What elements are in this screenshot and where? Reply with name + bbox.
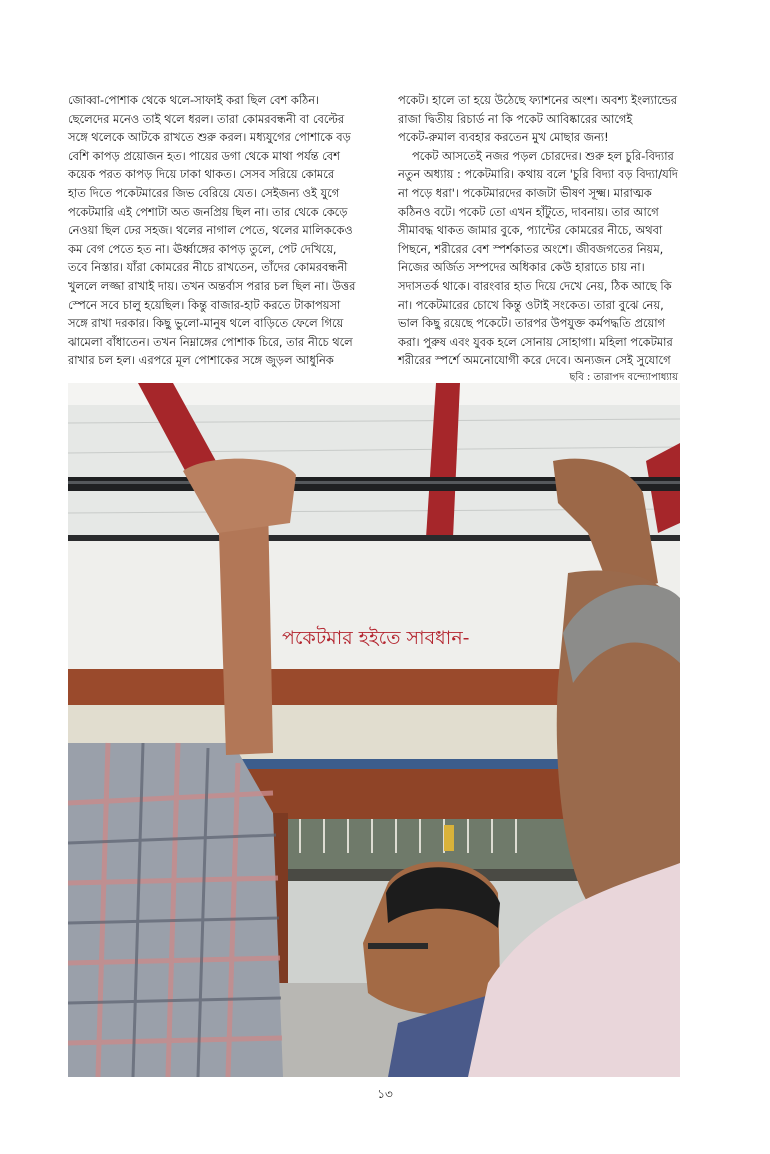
text-line: স্পেনে সবে চালু হয়েছিল। কিন্তু বাজার-হাট করতে টাকাপয়সা	[68, 297, 341, 312]
text-line: ভাল কিছু রয়েছে পকেটে। তারপর উপযুক্ত কর্মপদ্ধতি প্রয়োগ	[398, 316, 666, 331]
text-line: সীমাবদ্ধ থাকত জামার বুকে, প্যান্টের কোমরের নীচে, অথবা	[398, 223, 663, 238]
text-line: নেওয়া ছিল ঢের সহজ। থলের নাগাল পেতে, থলের মালিককেও	[68, 223, 353, 238]
text-line: পকেট আসতেই নজর পড়ল চোরদের। শুরু হল চুরি-বিদ্যার	[412, 148, 674, 163]
text-line: কম বেগ পেতে হত না। ঊর্ধ্বাঙ্গের কাপড় তুলে, পেট দেখিয়ে,	[68, 241, 337, 256]
text-line: তবে নিস্তার। যাঁরা কোমরের নীচে রাখতেন, তাঁদের কোমরবন্ধনী	[68, 260, 348, 275]
text-line: হাত দিতে পকেটমারের জিভ বেরিয়ে যেত। সেইজন্য ওই যুগে	[68, 185, 340, 200]
left-paragraph	[68, 91, 368, 370]
text-line: রাজা দ্বিতীয় রিচার্ড না কি পকেট আবিষ্কারের আগেই	[398, 111, 633, 126]
right-paragraph-1	[398, 91, 700, 147]
text-line: বেশি কাপড় প্রয়োজন হত। পায়ের ডগা থেকে মাথা পর্যন্ত বেশ	[68, 148, 340, 163]
text-line: জোব্বা-পোশাক থেকে থলে-সাফাই করা ছিল বেশ কঠিন।	[68, 93, 320, 107]
bus-interior-photo	[68, 383, 680, 1077]
text-line: খুললে লজ্জা রাখাই দায়। তখন অন্তর্বাস পরার চল ছিল না। উত্তর	[68, 278, 356, 293]
text-line: পকেটমারি এই পেশাটা অত জনপ্রিয় ছিল না। তার থেকে কেড়ে	[68, 204, 348, 219]
right-text-column	[398, 91, 700, 370]
page-number: ১৩	[377, 1087, 393, 1101]
text-line: করা। পুরুষ এবং যুবক হলে সোনায় সোহাগা। মহিলা পকেটমার	[398, 334, 673, 349]
text-line: রাখার চল হল। এরপরে মূল পোশাকের সঙ্গে জুড়ল আধুনিক	[68, 353, 334, 368]
text-line: কয়েক পরত কাপড় দিয়ে ঢাকা থাকত। সেসব সরিয়ে কোমরে	[68, 167, 335, 182]
left-text-column	[68, 91, 368, 370]
text-line: ছেলেদের মনেও তাই থলে ধরল। তারা কোমরবন্ধনী বা বেল্টের	[68, 111, 345, 126]
text-line: নতুন অধ্যায় : পকেটমারি। কথায় বলে 'চুরি বিদ্যা বড় বিদ্যা/যদি	[398, 167, 678, 182]
text-line: পকেট-রুমাল ব্যবহার করতেন মুখ মোছার জন্য!	[398, 130, 609, 145]
pickpocket-warning-sign: পকেটমার হইতে সাবধান-	[282, 627, 470, 649]
text-line: সঙ্গে রাখা দরকার। কিছু ভুলো-মানুষ থলে বাড়িতে ফেলে গিয়ে	[68, 316, 344, 331]
text-line: সদাসতর্ক থাকে। বারংবার হাত দিয়ে দেখে নেয়, ঠিক আছে কি	[398, 278, 672, 293]
text-line: ঝামেলা বাঁধাতেন। তখন নিম্নাঙ্গের পোশাক চিরে, তার নীচে থলে	[68, 334, 353, 349]
text-line: নিজের অর্জিত সম্পদের অধিকার কেউ হারাতে চায় না।	[398, 260, 645, 275]
right-paragraph-2	[398, 147, 700, 370]
text-line: সঙ্গে থলেকে আটকে রাখতে শুরু করল। মধ্যযুগের পোশাকে বড়	[68, 130, 351, 145]
text-line: না পড়ে ধরা'। পকেটমারদের কাজটা ভীষণ সূক্ষ্ম। মারাত্মক	[398, 185, 652, 200]
text-line: কঠিনও বটে। পকেট তো এখন হাঁটুতে, দাবনায়। তার আগে	[398, 204, 659, 219]
text-line: পকেট। হালে তা হয়ে উঠেছে ফ্যাশনের অংশ। অবশ্য ইংল্যান্ডের	[398, 93, 678, 107]
text-line: পিছনে, শরীরের বেশ স্পর্শকাতর অংশে। জীবজগতের নিয়ম,	[398, 241, 664, 256]
text-line: শরীরের স্পর্শে অমনোযোগী করে দেবে। অন্যজন সেই সুযোগে	[398, 353, 671, 368]
text-line: না। পকেটমারের চোখে কিন্তু ওটাই সংকেত। তারা বুঝে নেয়,	[398, 297, 664, 312]
photo-credit: ছবি : তারাপদ বন্দ্যোপাধ্যায়	[569, 372, 678, 383]
